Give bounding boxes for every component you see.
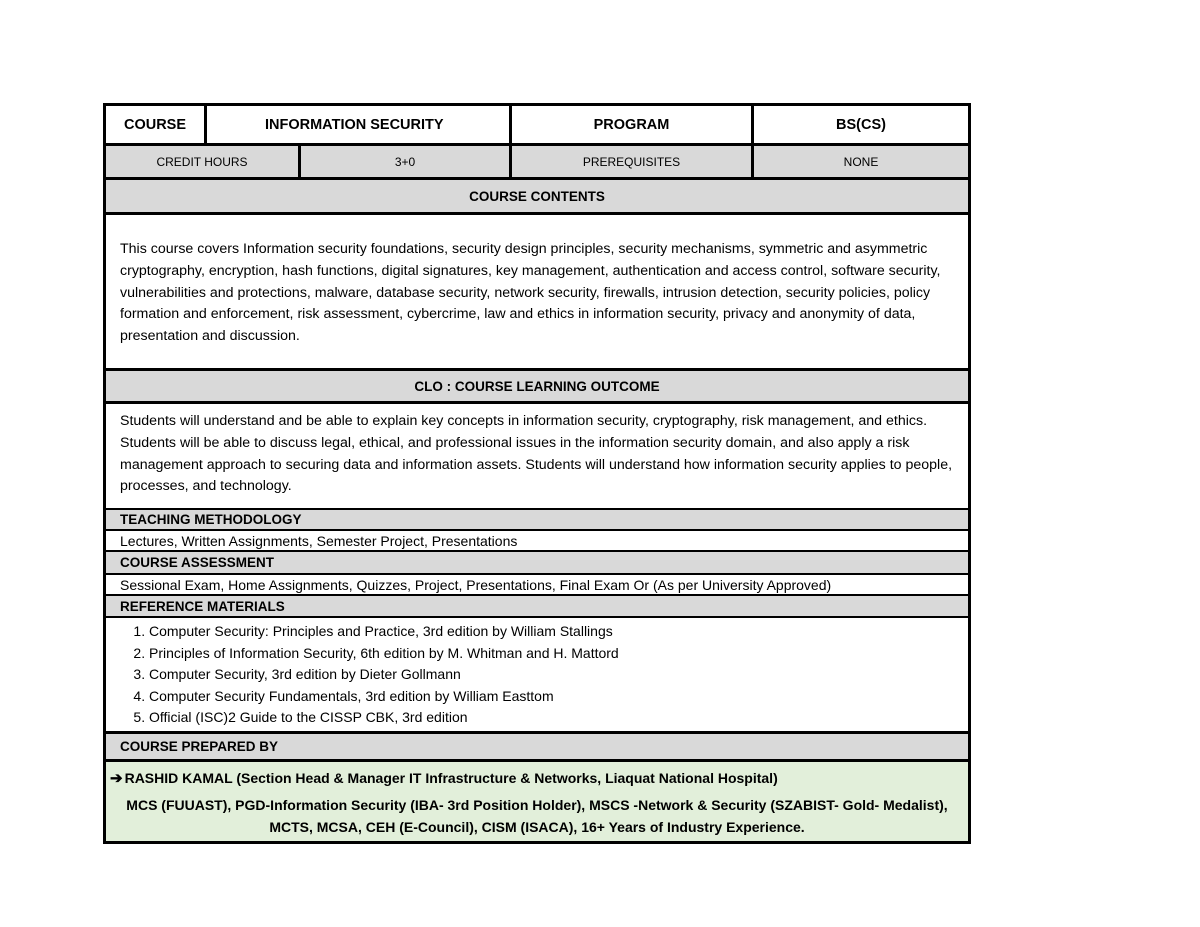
author-name: RASHID KAMAL (Section Head & Manager IT Infrastructure & Networks, Liaquat National Hospital) bbox=[124, 770, 778, 786]
course-assessment-header bbox=[106, 550, 968, 573]
clo-body bbox=[106, 401, 968, 508]
reference-list bbox=[106, 621, 968, 729]
course-contents-header bbox=[106, 177, 968, 212]
program-label: PROGRAM bbox=[512, 106, 754, 143]
course-assessment-text: Sessional Exam, Home Assignments, Quizzes, Project, Presentations, Final Exam Or (As per University Approved) bbox=[120, 576, 832, 593]
course-outline-table bbox=[103, 103, 971, 844]
right-arrow-icon: ➔ bbox=[110, 770, 123, 787]
reference-item: 4. Computer Security Fundamentals, 3rd edition by William Easttom bbox=[149, 686, 968, 708]
reference-materials-body bbox=[106, 616, 968, 731]
course-assessment-body bbox=[106, 573, 968, 594]
subheader-row bbox=[106, 143, 968, 177]
teaching-methodology-header bbox=[106, 508, 968, 529]
course-label: COURSE bbox=[106, 106, 207, 143]
prepared-by-header bbox=[106, 731, 968, 759]
course-contents-title: COURSE CONTENTS bbox=[469, 188, 605, 204]
course-assessment-title: COURSE ASSESSMENT bbox=[120, 555, 275, 570]
author-credentials-line-1: MCS (FUUAST), PGD-Information Security (IBA- 3rd Position Holder), MSCS -Network & Security (SZABIST- Gold- Medalist), bbox=[126, 797, 948, 813]
reference-item: 3. Computer Security, 3rd edition by Dieter Gollmann bbox=[149, 664, 968, 686]
teaching-methodology-text: Lectures, Written Assignments, Semester Project, Presentations bbox=[120, 532, 518, 549]
program-value: BS(CS) bbox=[836, 116, 886, 133]
author-credentials-line-2: MCTS, MCSA, CEH (E-Council), CISM (ISACA), 16+ Years of Industry Experience. bbox=[269, 819, 805, 835]
prepared-by-body bbox=[106, 759, 968, 841]
clo-text: Students will understand and be able to explain key concepts in information security, cryptography, risk management, and ethics. Students will be able to discuss legal, ethical, and professional issues in the information security domain, and also apply a risk management approach to securing data and information assets. Students will understand how information security applies to people, processes, and technology. bbox=[120, 413, 953, 495]
credit-hours-label: CREDIT HOURS bbox=[106, 146, 301, 177]
prepared-by-title: COURSE PREPARED BY bbox=[120, 739, 279, 754]
teaching-methodology-title: TEACHING METHODOLOGY bbox=[120, 512, 302, 527]
prerequisites-label: PREREQUISITES bbox=[512, 146, 754, 177]
course-name: INFORMATION SECURITY bbox=[207, 106, 512, 143]
reference-item: 1. Computer Security: Principles and Practice, 3rd edition by William Stallings bbox=[149, 621, 968, 643]
teaching-methodology-body bbox=[106, 529, 968, 550]
author-credentials bbox=[106, 794, 968, 838]
clo-title: CLO : COURSE LEARNING OUTCOME bbox=[414, 378, 660, 394]
credit-hours-value: 3+0 bbox=[301, 146, 512, 177]
course-contents-text: This course covers Information security foundations, security design principles, security mechanisms, symmetric and asymmetric cryptography, encryption, hash functions, digital signatures, key management, authentication and access control, software security, vulnerabilities and protections, malware, database security, network security, firewalls, intrusion detection, security policies, policy formation and enforcement, risk assessment, cybercrime, law and ethics in information security, privacy and anonymity of data, presentation and discussion. bbox=[120, 241, 941, 345]
course-contents-body bbox=[106, 212, 968, 368]
author-name-line bbox=[106, 762, 968, 794]
header-row bbox=[106, 106, 968, 143]
reference-item: 2. Principles of Information Security, 6th edition by M. Whitman and H. Mattord bbox=[149, 643, 968, 665]
reference-materials-title: REFERENCE MATERIALS bbox=[120, 598, 285, 614]
reference-item: 5. Official (ISC)2 Guide to the CISSP CBK, 3rd edition bbox=[149, 707, 968, 729]
reference-materials-header bbox=[106, 594, 968, 616]
clo-header bbox=[106, 368, 968, 401]
prerequisites-value: NONE bbox=[843, 154, 879, 169]
